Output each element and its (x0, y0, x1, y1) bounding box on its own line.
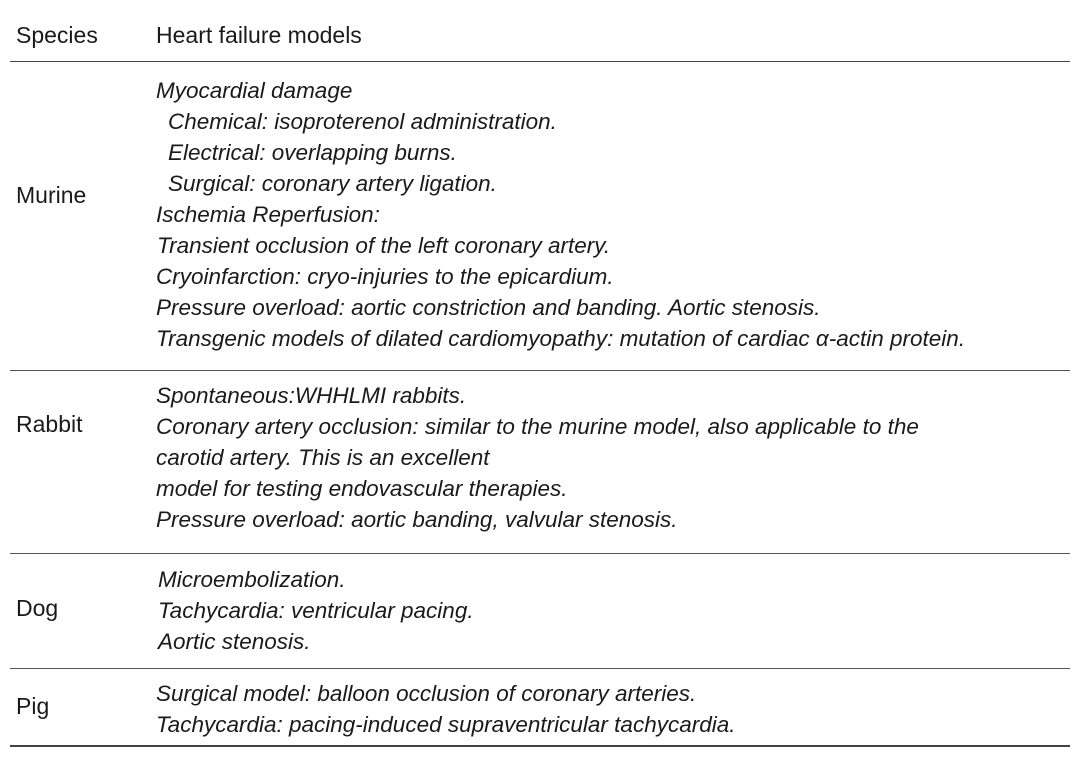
model-line: Pressure overload: aortic constriction and banding. Aortic stenosis. (156, 295, 821, 320)
heart-failure-models-table (10, 0, 1070, 747)
models-cell (156, 75, 1070, 354)
header-species: Species (16, 22, 98, 48)
model-line: Ischemia Reperfusion: (156, 202, 380, 227)
model-line: Coronary artery occlusion: similar to the murine model, also applicable to the (156, 414, 919, 439)
model-line: Transient occlusion of the left coronary artery. (157, 233, 611, 258)
models-cell (156, 678, 1070, 740)
model-line: Surgical model: balloon occlusion of coronary arteries. (156, 681, 697, 706)
model-line: Transgenic models of dilated cardiomyopathy: mutation of cardiac α-actin protein. (156, 326, 966, 351)
species-cell: Pig (16, 693, 50, 719)
species-cell: Murine (16, 182, 87, 208)
model-line: Aortic stenosis. (158, 629, 311, 654)
model-line: model for testing endovascular therapies. (156, 476, 568, 501)
models-cell (158, 564, 1070, 657)
species-cell: Rabbit (16, 411, 83, 437)
model-line: carotid artery. This is an excellent (156, 445, 490, 470)
model-line: Spontaneous:WHHLMI rabbits. (156, 383, 467, 408)
species-cell: Dog (16, 595, 59, 621)
model-line: Electrical: overlapping burns. (168, 140, 457, 165)
model-line: Myocardial damage (156, 78, 353, 103)
model-line: Tachycardia: pacing-induced supraventricular tachycardia. (156, 712, 736, 737)
model-line: Surgical: coronary artery ligation. (168, 171, 497, 196)
model-line: Pressure overload: aortic banding, valvular stenosis. (156, 507, 678, 532)
header-heart-failure-models: Heart failure models (156, 22, 362, 48)
model-line: Chemical: isoproterenol administration. (168, 109, 557, 134)
table-row-dog (10, 554, 1070, 669)
table-header (10, 0, 1070, 62)
model-line: Microembolization. (158, 567, 346, 592)
table-row-murine (10, 62, 1070, 371)
model-line: Cryoinfarction: cryo-injuries to the epicardium. (156, 264, 614, 289)
table-row-rabbit (10, 371, 1070, 554)
table-row-pig (10, 669, 1070, 747)
model-line: Tachycardia: ventricular pacing. (158, 598, 474, 623)
models-cell (156, 380, 1070, 535)
